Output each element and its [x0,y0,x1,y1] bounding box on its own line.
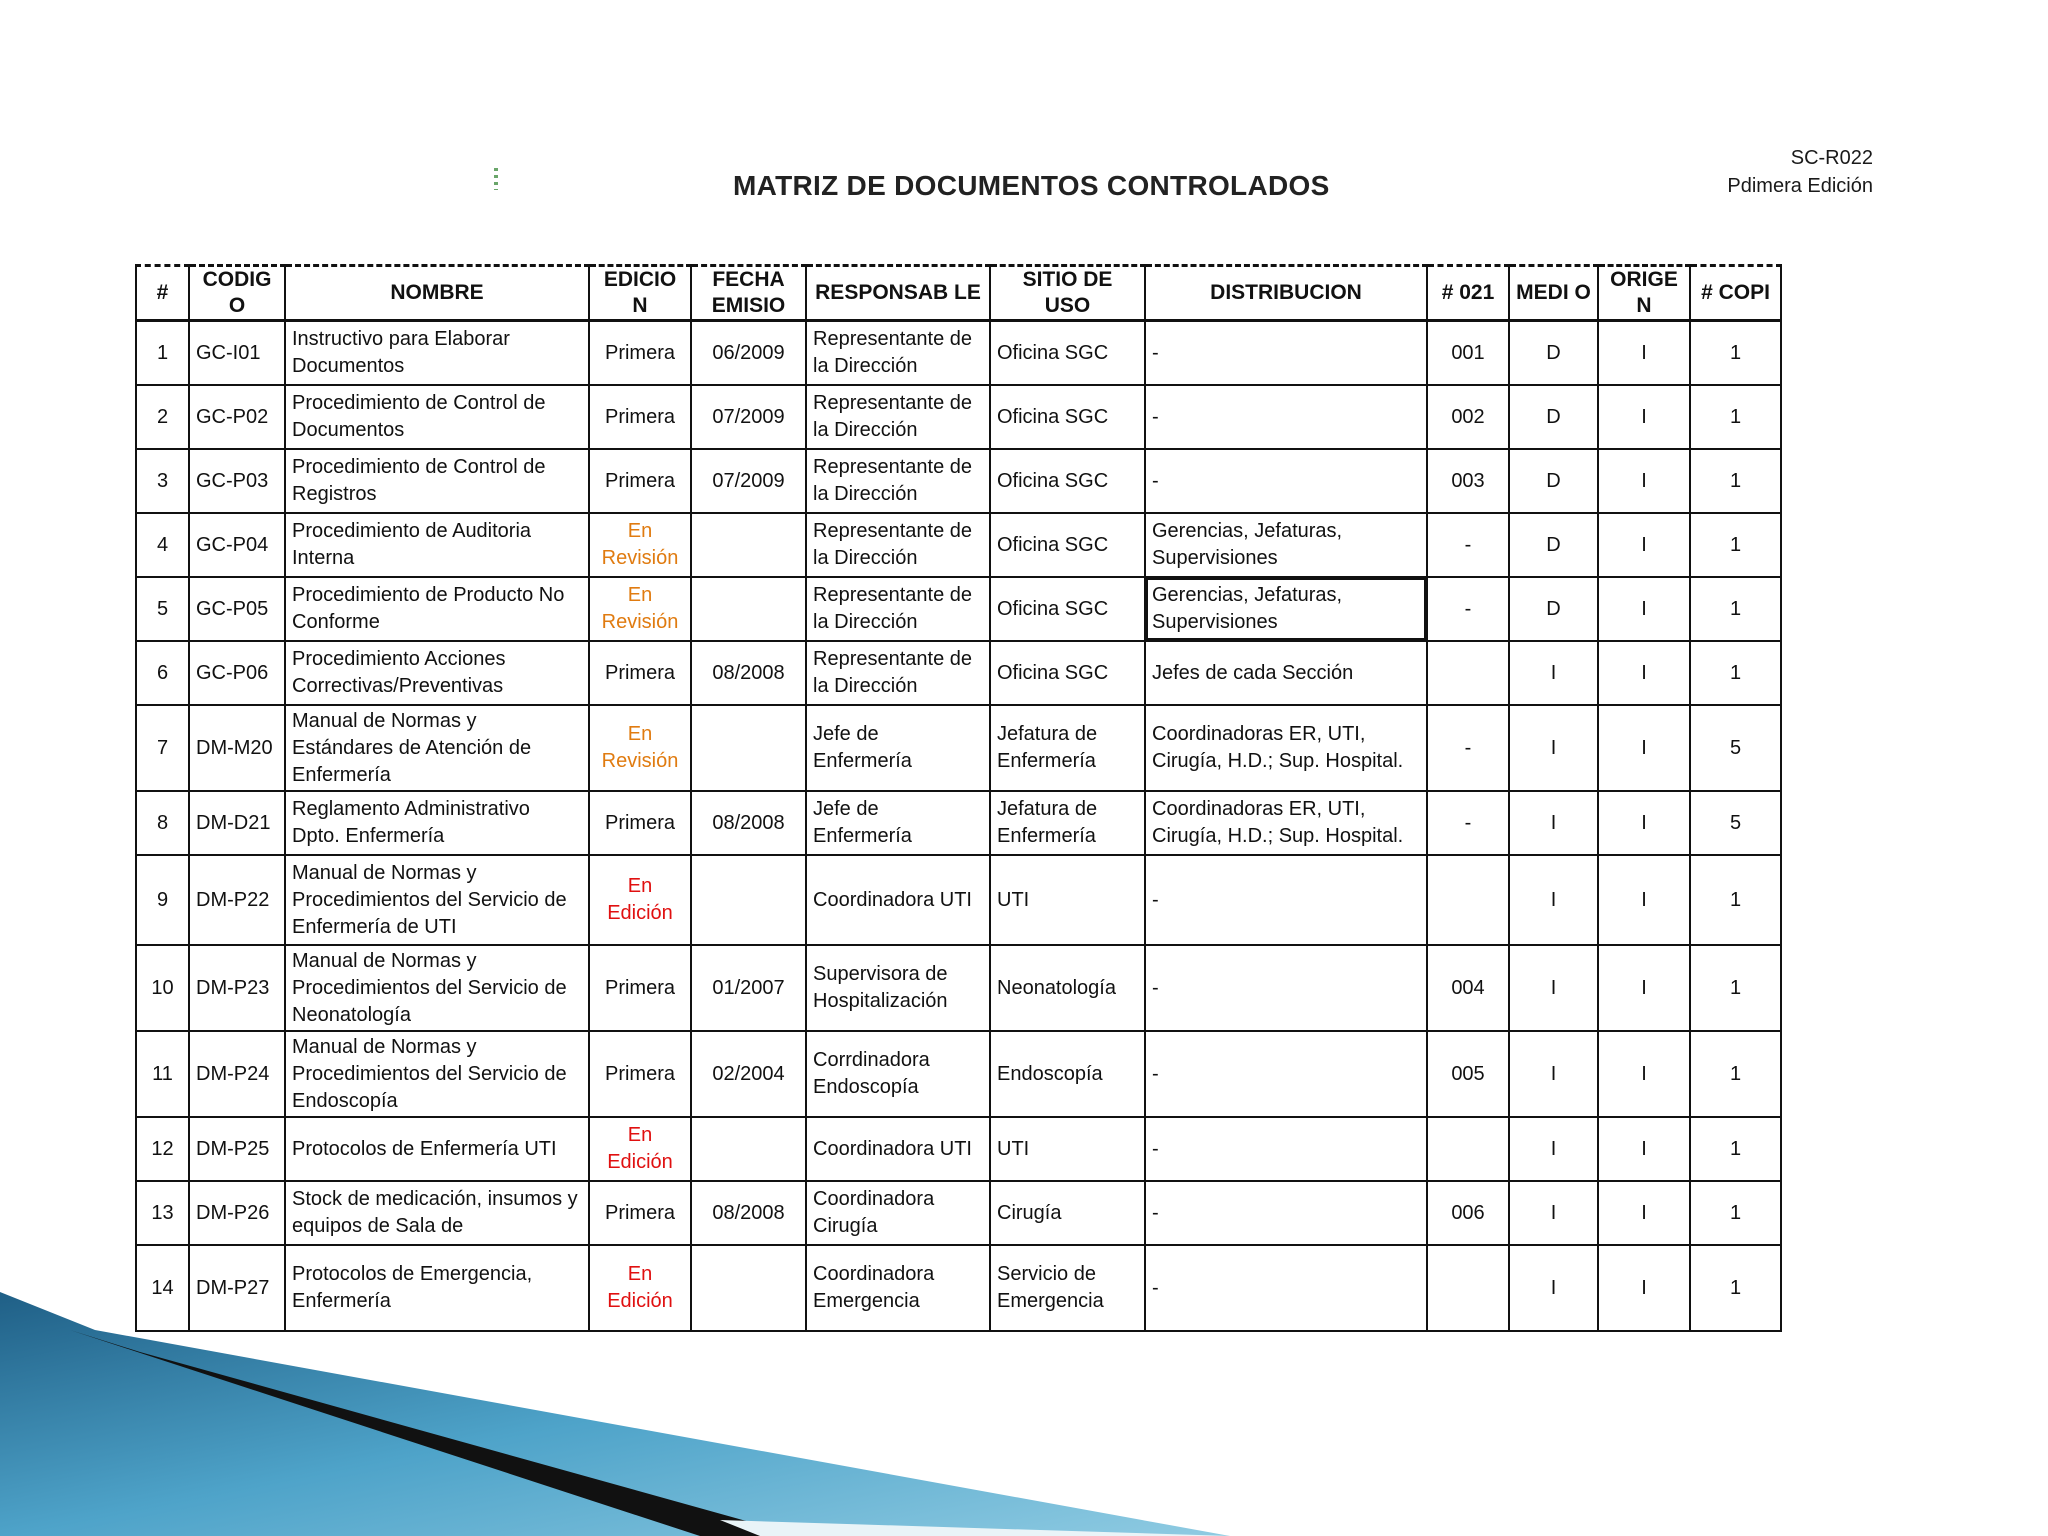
col-header-medium: MEDI O [1509,266,1598,321]
cell-021: 004 [1427,945,1509,1031]
document-edition: Pdimera Edición [1727,175,1873,197]
cell-origin: I [1598,577,1690,641]
cell-edition: En Revisión [589,513,691,577]
cell-name: Manual de Normas y Procedimientos del Servicio de Enfermería de UTI [285,855,589,945]
col-header-responsible: RESPONSAB LE [806,266,990,321]
cell-medium: D [1509,385,1598,449]
cell-copies: 1 [1690,449,1781,513]
cell-origin: I [1598,1181,1690,1245]
col-header-code: CODIG O [189,266,285,321]
cell-num: 3 [136,449,189,513]
cell-responsible: Representante de la Dirección [806,449,990,513]
cell-copies: 1 [1690,1117,1781,1181]
cell-021: - [1427,577,1509,641]
cell-site: Oficina SGC [990,385,1145,449]
cell-origin: I [1598,449,1690,513]
cell-responsible: Representante de la Dirección [806,385,990,449]
cell-date: 07/2009 [691,385,806,449]
cell-num: 11 [136,1031,189,1117]
cell-distribution: - [1145,385,1427,449]
cell-site: Oficina SGC [990,449,1145,513]
cell-responsible: Jefe de Enfermería [806,791,990,855]
cell-date: 02/2004 [691,1031,806,1117]
cell-distribution: - [1145,449,1427,513]
cell-name: Stock de medicación, insumos y equipos de Sala de [285,1181,589,1245]
cell-edition: Primera [589,641,691,705]
cell-021: - [1427,705,1509,791]
cell-code: DM-P24 [189,1031,285,1117]
cell-distribution: Gerencias, Jefaturas, Supervisiones [1145,513,1427,577]
cell-medium: D [1509,513,1598,577]
cell-code: DM-P27 [189,1245,285,1331]
cell-origin: I [1598,641,1690,705]
cell-site: UTI [990,855,1145,945]
col-header-021: # 021 [1427,266,1509,321]
cell-medium: I [1509,945,1598,1031]
col-header-name: NOMBRE [285,266,589,321]
cell-edition: Primera [589,385,691,449]
cell-responsible: Jefe de Enfermería [806,705,990,791]
cell-code: DM-D21 [189,791,285,855]
cell-site: Servicio de Emergencia [990,1245,1145,1331]
cell-num: 8 [136,791,189,855]
cell-code: GC-P06 [189,641,285,705]
cell-021: 006 [1427,1181,1509,1245]
cell-copies: 1 [1690,945,1781,1031]
cell-site: Jefatura de Enfermería [990,791,1145,855]
cell-site: Oficina SGC [990,321,1145,386]
cell-code: DM-M20 [189,705,285,791]
cell-responsible: Representante de la Dirección [806,321,990,386]
cell-date: 08/2008 [691,1181,806,1245]
cell-medium: I [1509,1181,1598,1245]
cell-code: DM-P26 [189,1181,285,1245]
cell-num: 6 [136,641,189,705]
cell-medium: I [1509,855,1598,945]
cell-medium: D [1509,449,1598,513]
cell-copies: 1 [1690,641,1781,705]
cell-origin: I [1598,705,1690,791]
cell-021: - [1427,791,1509,855]
cell-copies: 1 [1690,1245,1781,1331]
cell-origin: I [1598,321,1690,386]
cell-edition: En Revisión [589,577,691,641]
cell-site: Endoscopía [990,1031,1145,1117]
cell-responsible: Coordinadora Emergencia [806,1245,990,1331]
cell-copies: 1 [1690,1031,1781,1117]
cell-name: Instructivo para Elaborar Documentos [285,321,589,386]
cell-name: Manual de Normas y Estándares de Atención de Enfermería [285,705,589,791]
cell-site: Cirugía [990,1181,1145,1245]
cell-site: Oficina SGC [990,641,1145,705]
cell-name: Manual de Normas y Procedimientos del Servicio de Endoscopía [285,1031,589,1117]
cell-edition: En Revisión [589,705,691,791]
cell-edition: Primera [589,791,691,855]
cell-medium: I [1509,1117,1598,1181]
cell-name: Procedimiento de Producto No Conforme [285,577,589,641]
cell-origin: I [1598,1031,1690,1117]
cell-code: DM-P22 [189,855,285,945]
cell-edition: En Edición [589,855,691,945]
cell-name: Protocolos de Enfermería UTI [285,1117,589,1181]
cell-date: 01/2007 [691,945,806,1031]
cell-num: 9 [136,855,189,945]
cell-site: Neonatología [990,945,1145,1031]
col-header-copies: # COPI [1690,266,1781,321]
cell-edition: En Edición [589,1245,691,1331]
cell-name: Reglamento Administrativo Dpto. Enfermería [285,791,589,855]
page-title: MATRIZ DE DOCUMENTOS CONTROLADOS [733,170,1330,201]
cell-edition: En Edición [589,1117,691,1181]
cell-021: 005 [1427,1031,1509,1117]
cell-medium: I [1509,1245,1598,1331]
cell-date: 08/2008 [691,641,806,705]
cell-num: 5 [136,577,189,641]
cell-origin: I [1598,1245,1690,1331]
col-header-date: FECHA EMISIO [691,266,806,321]
cell-distribution: Coordinadoras ER, UTI, Cirugía, H.D.; Sup. Hospital. [1145,705,1427,791]
cell-num: 1 [136,321,189,386]
cell-origin: I [1598,855,1690,945]
cell-origin: I [1598,791,1690,855]
cell-medium: D [1509,577,1598,641]
cell-num: 12 [136,1117,189,1181]
col-header-origin: ORIGE N [1598,266,1690,321]
cell-copies: 1 [1690,513,1781,577]
document-code: SC-R022 [1790,147,1873,169]
cell-021: - [1427,513,1509,577]
cell-021: 003 [1427,449,1509,513]
cell-site: Jefatura de Enfermería [990,705,1145,791]
col-header-num: # [136,266,189,321]
cell-num: 4 [136,513,189,577]
cell-site: Oficina SGC [990,513,1145,577]
col-header-site: SITIO DE USO [990,266,1145,321]
cell-site: Oficina SGC [990,577,1145,641]
cell-num: 7 [136,705,189,791]
cell-edition: Primera [589,945,691,1031]
cell-code: GC-P04 [189,513,285,577]
cell-copies: 5 [1690,791,1781,855]
cell-distribution: - [1145,321,1427,386]
cell-medium: I [1509,791,1598,855]
cell-code: GC-P02 [189,385,285,449]
col-header-distribution: DISTRIBUCION [1145,266,1427,321]
cell-distribution: - [1145,855,1427,945]
cell-origin: I [1598,385,1690,449]
cell-code: GC-I01 [189,321,285,386]
cell-code: DM-P23 [189,945,285,1031]
cell-responsible: Coordinadora UTI [806,855,990,945]
cell-distribution: - [1145,1117,1427,1181]
cell-distribution: - [1145,1031,1427,1117]
cell-responsible: Representante de la Dirección [806,577,990,641]
cell-site: UTI [990,1117,1145,1181]
col-header-edition: EDICIO N [589,266,691,321]
cell-code: GC-P05 [189,577,285,641]
cell-edition: Primera [589,1031,691,1117]
cell-021: 002 [1427,385,1509,449]
cell-name: Procedimiento de Control de Documentos [285,385,589,449]
cell-origin: I [1598,513,1690,577]
cell-responsible: Coordinadora Cirugía [806,1181,990,1245]
cell-medium: I [1509,1031,1598,1117]
cell-distribution: Gerencias, Jefaturas, Supervisiones [1145,577,1427,641]
cell-origin: I [1598,945,1690,1031]
cell-copies: 1 [1690,855,1781,945]
cell-date: 06/2009 [691,321,806,386]
cell-copies: 1 [1690,385,1781,449]
cell-edition: Primera [589,449,691,513]
cell-distribution: - [1145,1245,1427,1331]
cell-num: 13 [136,1181,189,1245]
cell-distribution: Jefes de cada Sección [1145,641,1427,705]
cell-name: Manual de Normas y Procedimientos del Servicio de Neonatología [285,945,589,1031]
cell-responsible: Representante de la Dirección [806,641,990,705]
cell-responsible: Supervisora de Hospitalización [806,945,990,1031]
cell-edition: Primera [589,321,691,386]
cell-copies: 5 [1690,705,1781,791]
cell-date: 08/2008 [691,791,806,855]
cell-code: DM-P25 [189,1117,285,1181]
cell-date: 07/2009 [691,449,806,513]
cell-medium: D [1509,321,1598,386]
cell-responsible: Representante de la Dirección [806,513,990,577]
cell-num: 14 [136,1245,189,1331]
cell-num: 10 [136,945,189,1031]
cell-code: GC-P03 [189,449,285,513]
cell-distribution: Coordinadoras ER, UTI, Cirugía, H.D.; Sup. Hospital. [1145,791,1427,855]
cell-edition: Primera [589,1181,691,1245]
cell-medium: I [1509,705,1598,791]
cell-num: 2 [136,385,189,449]
cell-copies: 1 [1690,1181,1781,1245]
cell-name: Procedimiento Acciones Correctivas/Preventivas [285,641,589,705]
cell-medium: I [1509,641,1598,705]
cell-name: Procedimiento de Auditoria Interna [285,513,589,577]
cell-copies: 1 [1690,577,1781,641]
cell-name: Procedimiento de Control de Registros [285,449,589,513]
cell-name: Protocolos de Emergencia, Enfermería [285,1245,589,1331]
cell-responsible: Coordinadora UTI [806,1117,990,1181]
cell-origin: I [1598,1117,1690,1181]
cell-responsible: Corrdinadora Endoscopía [806,1031,990,1117]
cell-distribution: - [1145,945,1427,1031]
cell-copies: 1 [1690,321,1781,386]
cell-021: 001 [1427,321,1509,386]
cell-distribution: - [1145,1181,1427,1245]
